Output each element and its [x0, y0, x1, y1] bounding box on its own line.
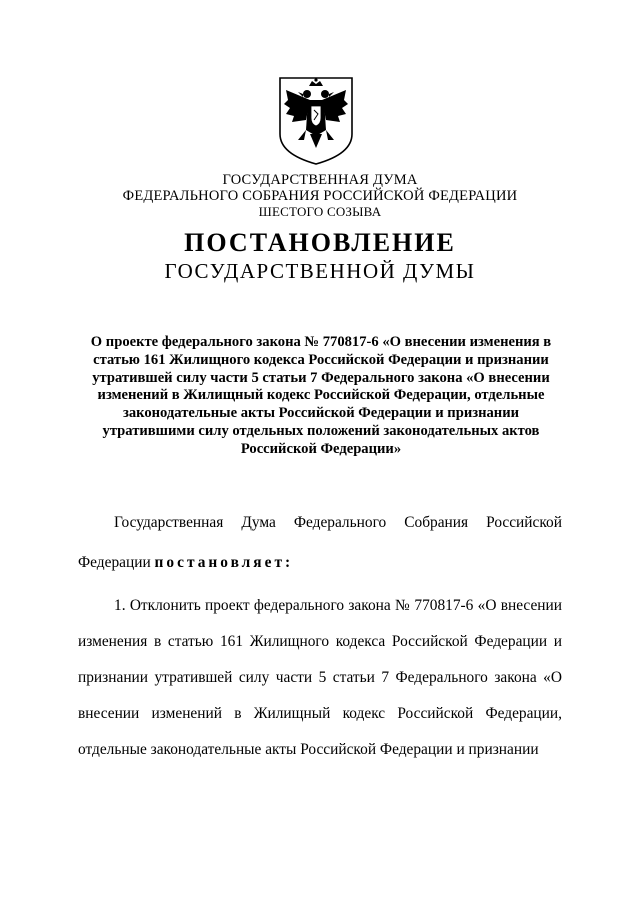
intro-paragraph — [78, 503, 562, 583]
intro-action: постановляет: — [154, 554, 294, 571]
header-line-convocation: ШЕСТОГО СОЗЫВА — [258, 204, 382, 219]
intro-text: Государственная Дума Федерального Собрания Российской Федерации — [78, 514, 562, 571]
item-1-paragraph: 1. Отклонить проект федерального закона № 770817-6 «О внесении изменения в статью 161 Жилищного кодекса Российской Федерации и признании утратившей силу части 5 статьи 7 Федерального закона «О внесении изменений в Жилищный кодекс Российской Федерации, отдельные законодательные акты Российской Федерации и признании — [78, 597, 562, 758]
header-line-duma: ГОСУДАРСТВЕННАЯ ДУМА — [222, 172, 418, 188]
state-emblem-icon — [276, 74, 356, 166]
document-subject: О проекте федерального закона № 770817-6 «О внесении изменения в статью 161 Жилищного кодекса Российской Федерации и признании утратившей силу части 5 статьи 7 Федерального закона «О внесении изменений в Жилищный кодекс Российской Федерации, отдельные законодательные акты Российской Федерации и признании утратившими силу отдельных положений законодательных актов Российской Федерации» — [90, 334, 552, 457]
header-line-assembly: ФЕДЕРАЛЬНОГО СОБРАНИЯ РОССИЙСКОЙ ФЕДЕРАЦИИ — [122, 188, 518, 204]
document-subtitle: ГОСУДАРСТВЕННОЙ ДУМЫ — [164, 259, 476, 283]
document-title: ПОСТАНОВЛЕНИЕ — [184, 228, 456, 257]
